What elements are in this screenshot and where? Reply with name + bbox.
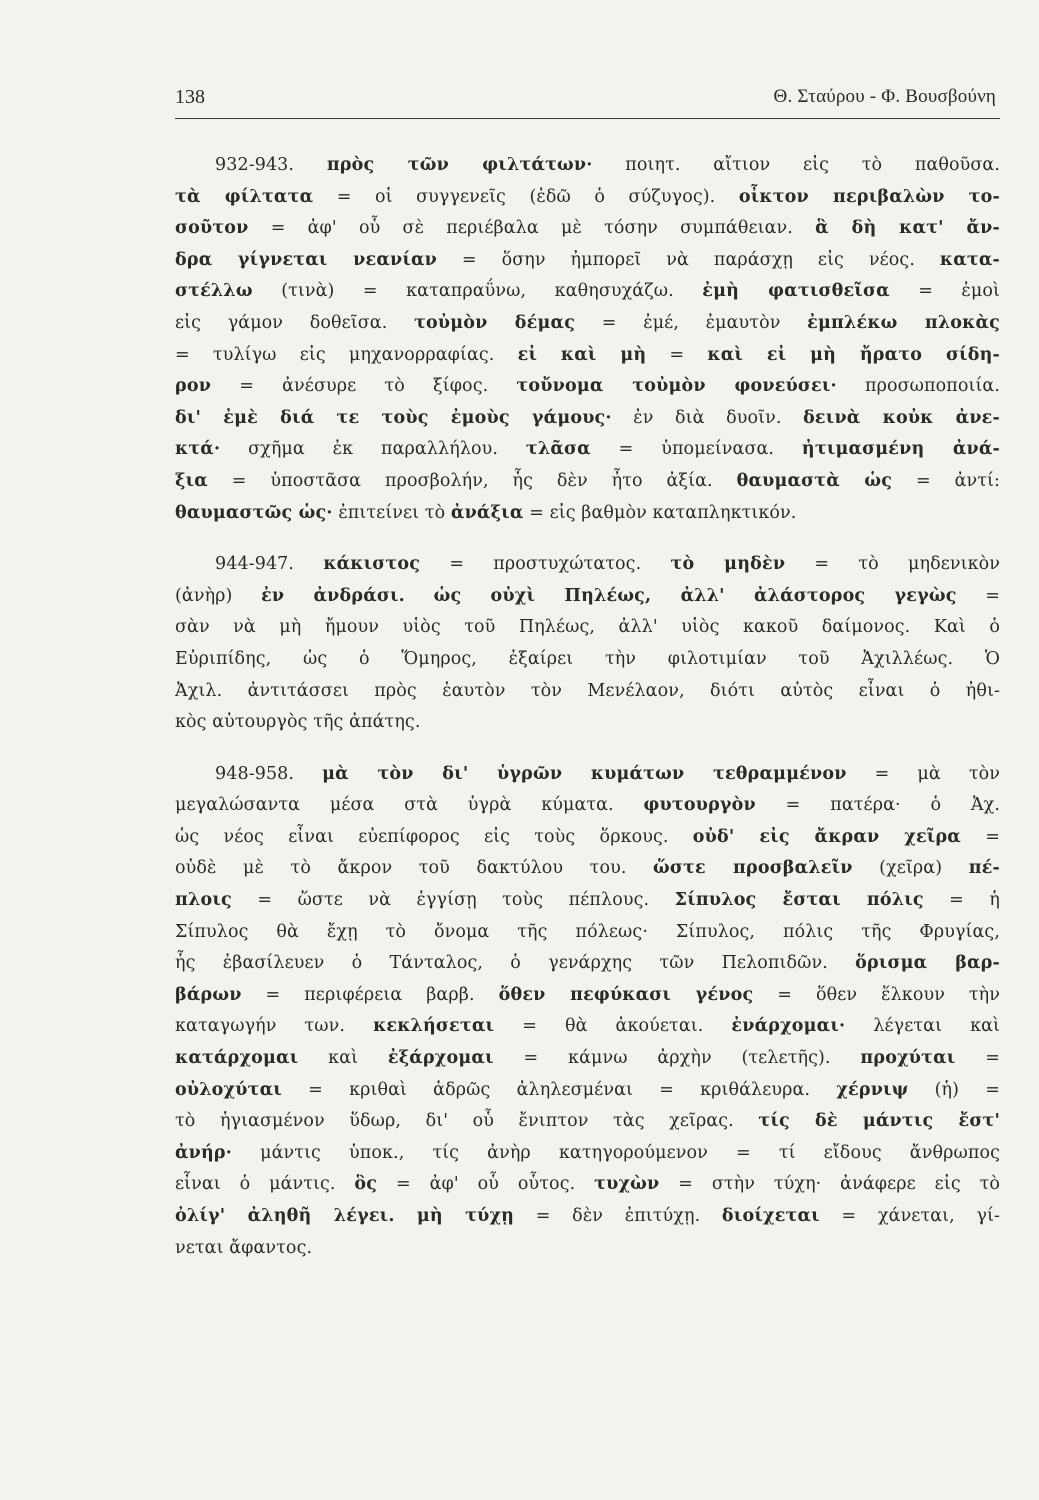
lemma-text: ὡς οὐχὶ Πηλέως, ἀλλ' ἀλάστορος γεγὼς [433, 585, 957, 606]
lemma-text: τὸ μηδὲν [670, 554, 786, 575]
gloss-text: = ὑπομείνασα. [590, 439, 802, 460]
text-line [175, 498, 1000, 530]
gloss-text [405, 586, 434, 606]
text-line [175, 676, 1000, 708]
lemma-text: θαυμαστὰ ὡς [736, 470, 893, 491]
gloss-text: εἶναι ὁ μάντις. [175, 1174, 355, 1195]
lemma-text: δεινὰ κοὐκ ἀνε- [803, 407, 1000, 428]
gloss-text: = ἐμέ, ἐμαυτὸν [575, 312, 808, 333]
gloss-text: = μὰ τὸν [846, 763, 1000, 784]
text-line [175, 371, 1000, 403]
lemma-text: δρα γίγνεται νεανίαν [175, 249, 438, 270]
gloss-text: = ὅθεν ἕλκουν τὴν [753, 984, 1000, 1005]
text-line [175, 948, 1000, 980]
lemma-text: ἠτιμασμένη ἀνά- [801, 439, 1000, 460]
lemma-text: ἐν ἀνδράσι. [261, 585, 405, 606]
lemma-text: διοίχεται [721, 1206, 820, 1226]
gloss-text: Σίπυλος θὰ ἔχῃ τὸ ὄνομα τῆς πόλεως· Σίπυλος, πόλις τῆς Φρυγίας, [175, 921, 1000, 942]
gloss-text: = θὰ ἀκούεται. [494, 1016, 732, 1037]
gloss-text: = [646, 344, 708, 365]
text-line [175, 1169, 1000, 1201]
gloss-text: = χάνεται, γί- [819, 1206, 1000, 1226]
text-line [175, 1011, 1000, 1043]
text-line [175, 1043, 1000, 1075]
gloss-text: = ἀφ' οὗ σὲ περιέβαλα μὲ τόσην συμπάθειαν. [248, 218, 816, 239]
lemma-text: οὐλοχύται [175, 1079, 282, 1100]
lemma-text: βάρων [175, 984, 242, 1005]
text-line [175, 213, 1000, 245]
gloss-text: = κριθαὶ ἁδρῶς ἀληλεσμέναι = κριθάλευρα. [281, 1079, 837, 1100]
gloss-text: 944-947. [215, 554, 324, 575]
gloss-text: Εὐριπίδης, ὡς ὁ Ὅμηρος, ἐξαίρει τὴν φιλοτιμίαν τοῦ Ἀχιλλέως. Ὁ [175, 648, 1000, 669]
paragraph-gap [175, 529, 1000, 549]
text-line [175, 150, 1000, 182]
text-line [175, 1075, 1000, 1107]
lemma-text: μὰ τὸν δι' ὑγρῶν κυμάτων τεθραμμένον [322, 763, 847, 784]
text-line [175, 182, 1000, 214]
gloss-text: σὰν νὰ μὴ ἤμουν υἱὸς τοῦ Πηλέως, ἀλλ' υἱὸς κακοῦ δαίμονος. Καὶ ὁ [175, 617, 1000, 638]
gloss-text: = [956, 585, 1000, 606]
lemma-text: δι' ἐμὲ διά τε τοὺς ἐμοὺς γάμους· [175, 407, 612, 428]
lemma-text: τοὔνομα τοὐμὸν φονεύσει· [516, 376, 837, 397]
text-line [175, 759, 1000, 791]
text-line [175, 790, 1000, 822]
lemma-text: τυχὼν [594, 1174, 660, 1195]
lemma-text: φυτουργὸν [643, 795, 756, 816]
gloss-text: = στὴν τύχη· ἀνάφερε εἰς τὸ [659, 1174, 1000, 1195]
text-line [175, 434, 1000, 466]
text-line [175, 612, 1000, 644]
lemma-text: κεκλήσεται [373, 1016, 495, 1037]
lemma-text: τοὐμὸν δέμας [414, 312, 576, 333]
gloss-text: = οἱ συγγενεῖς (ἐδῶ ὁ σύζυγος). [313, 186, 739, 207]
lemma-text: κάκιστος [323, 554, 421, 575]
gloss-text: ποιητ. αἴτιον εἰς τὸ παθοῦσα. [592, 155, 1000, 175]
lemma-text: οὐδ' εἰς ἄκραν χεῖρα [692, 826, 961, 847]
gloss-text: ἧς ἐβασίλευεν ὁ Τάνταλος, ὁ γενάρχης τῶν Πελοπιδῶν. [175, 953, 856, 974]
text-line [175, 340, 1000, 372]
gloss-text: = περιφέρεια βαρβ. [241, 984, 499, 1005]
gloss-text: = ἐμοὶ [889, 281, 1000, 302]
gloss-text: = πατέρα· ὁ Ἀχ. [755, 795, 1000, 816]
gloss-text: τὸ ἡγιασμένον ὕδωρ, δι' οὗ ἔνιπτον τὰς χεῖρας. [175, 1111, 759, 1132]
lemma-text: ἃ δὴ κατ' ἄν- [815, 218, 1000, 239]
lemma-text: ἐμπλέκω πλοκὰς [807, 312, 1000, 333]
text-line [175, 403, 1000, 435]
text-line [175, 1138, 1000, 1170]
gloss-text: = ὑποστᾶσα προσβολήν, ἧς δὲν ἦτο ἀξία. [207, 470, 737, 491]
gloss-text: (χεῖρα) [852, 858, 969, 879]
gloss-text: μάντις ὑποκ., τίς ἀνὴρ κατηγορούμενον = τί εἴδους ἄνθρωπος [232, 1142, 1000, 1163]
lemma-text: τὰ φίλτατα [175, 186, 314, 207]
lemma-text: προχύται [860, 1048, 956, 1069]
lemma-text: ὥστε προσβαλεῖν [653, 858, 853, 879]
lemma-text: οἶκτον περιβαλὼν το- [738, 186, 1000, 207]
lemma-text: κτά· [175, 439, 221, 460]
page-number: 138 [175, 86, 205, 108]
text-line [175, 1201, 1000, 1233]
gloss-text: ἐπιτείνει τὸ [332, 502, 451, 523]
lemma-text: στέλλω [175, 281, 253, 302]
page-header [175, 84, 1000, 119]
lemma-text: τλᾶσα [525, 439, 591, 460]
gloss-text: καταγωγήν των. [175, 1016, 374, 1037]
gloss-text: (ἡ) = [908, 1079, 1000, 1100]
gloss-text: προσωποποιία. [836, 376, 1000, 397]
lemma-text: ἀνήρ· [175, 1142, 233, 1163]
text-line [175, 853, 1000, 885]
text-line [175, 581, 1000, 613]
lemma-text: κατάρχομαι [175, 1048, 299, 1069]
lemma-text: πρὸς τῶν φιλτάτων· [326, 155, 593, 175]
gloss-text: = εἰς βαθμὸν καταπληκτικόν. [523, 502, 797, 523]
gloss-text: ὡς νέος εἶναι εὐεπίφορος εἰς τοὺς ὅρκους. [175, 826, 693, 847]
lemma-text: ρον [175, 376, 212, 397]
gloss-text: λέγεται καὶ [845, 1016, 1000, 1037]
text-line [175, 644, 1000, 676]
text-line [175, 885, 1000, 917]
gloss-text: νεται ἄφαντος. [175, 1237, 313, 1258]
lemma-text: εἰ καὶ μὴ [517, 344, 647, 365]
gloss-text: = δὲν ἐπιτύχῃ. [514, 1206, 722, 1226]
gloss-text: = ἀντί: [892, 470, 1000, 491]
gloss-text: = τυλίγω εἰς μηχανορραφίας. [175, 344, 518, 365]
text-line [175, 276, 1000, 308]
paragraph-gap [175, 739, 1000, 759]
lemma-text: πλοις [175, 890, 232, 911]
gloss-text: = τὸ μηδενικὸν [785, 554, 1000, 575]
lemma-text: πέ- [968, 858, 1000, 879]
gloss-text: Ἀχιλ. ἀντιτάσσει πρὸς ἑαυτὸν τὸν Μενέλαον, διότι αὐτὸς εἶναι ὁ ἠθι- [175, 680, 1000, 701]
gloss-text: = ἀφ' οὗ οὗτος. [377, 1174, 595, 1195]
gloss-text: καὶ [298, 1048, 388, 1069]
gloss-text: εἰς γάμον δοθεῖσα. [175, 312, 415, 333]
text-line [175, 466, 1000, 498]
lemma-text: χέρνιψ [836, 1079, 909, 1100]
gloss-text: (τινὰ) = καταπραΰνω, καθησυχάζω. [252, 281, 703, 302]
lemma-text: ἐμὴ φατισθεῖσα [702, 281, 890, 302]
lemma-text: τίς δὲ μάντις ἔστ' [758, 1111, 1000, 1132]
gloss-text: 948-958. [215, 763, 323, 784]
running-head: Θ. Σταύρου - Φ. Βουσβούνη [773, 86, 996, 107]
gloss-text: ἐν διὰ δυοῖν. [611, 407, 804, 428]
lemma-text: ἀνάξια [450, 502, 524, 523]
gloss-text: κὸς αὐτουργὸς τῆς ἀπάτης. [175, 712, 421, 733]
text-line [175, 1233, 1000, 1265]
text-line [175, 308, 1000, 340]
text-line [175, 245, 1000, 277]
gloss-text: 932-943. [215, 155, 327, 175]
gloss-text: (ἀνὴρ) [175, 585, 262, 606]
gloss-text: οὐδὲ μὲ τὸ ἄκρον τοῦ δακτύλου του. [175, 858, 654, 879]
lemma-text: ἐξάρχομαι [387, 1048, 494, 1069]
lemma-text: κατα- [939, 249, 1000, 270]
lemma-text: ὅθεν πεφύκασι γένος [498, 984, 754, 1005]
gloss-text: = ὅσην ἠμπορεῖ νὰ παράσχῃ εἰς νέος. [437, 249, 940, 270]
text-line [175, 917, 1000, 949]
lemma-text: καὶ εἰ μὴ ἤρατο σίδη- [707, 344, 1000, 365]
gloss-text: = ἀνέσυρε τὸ ξίφος. [211, 376, 517, 397]
gloss-text: μεγαλώσαντα μέσα στὰ ὑγρὰ κύματα. [175, 795, 644, 816]
text-line [175, 707, 1000, 739]
text-line [175, 980, 1000, 1012]
text-line [175, 822, 1000, 854]
lemma-text: σοῦτον [175, 218, 249, 239]
gloss-text: = ὥστε νὰ ἐγγίσῃ τοὺς πέπλους. [231, 890, 675, 911]
lemma-text: ὅρισμα βαρ- [855, 953, 1000, 974]
gloss-text: = ἡ [923, 890, 1000, 911]
gloss-text: = προστυχώτατος. [420, 554, 671, 575]
text-line [175, 549, 1000, 581]
text-line [175, 1106, 1000, 1138]
gloss-text: = [955, 1048, 1000, 1069]
lemma-text: ἐνάρχομαι· [731, 1016, 846, 1037]
lemma-text: ὀλίγ' ἀληθῆ λέγει. μὴ τύχῃ [175, 1206, 515, 1226]
lemma-text: θαυμαστῶς ὡς· [175, 502, 333, 523]
gloss-text: σχῆμα ἐκ παραλλήλου. [220, 439, 526, 460]
lemma-text: ξια [175, 470, 208, 491]
commentary-text [175, 150, 1000, 1264]
gloss-text: = κάμνω ἀρχὴν (τελετῆς). [493, 1048, 861, 1069]
lemma-text: ὃς [354, 1174, 378, 1195]
lemma-text: Σίπυλος ἔσται πόλις [674, 890, 924, 911]
gloss-text: = [960, 826, 1000, 847]
